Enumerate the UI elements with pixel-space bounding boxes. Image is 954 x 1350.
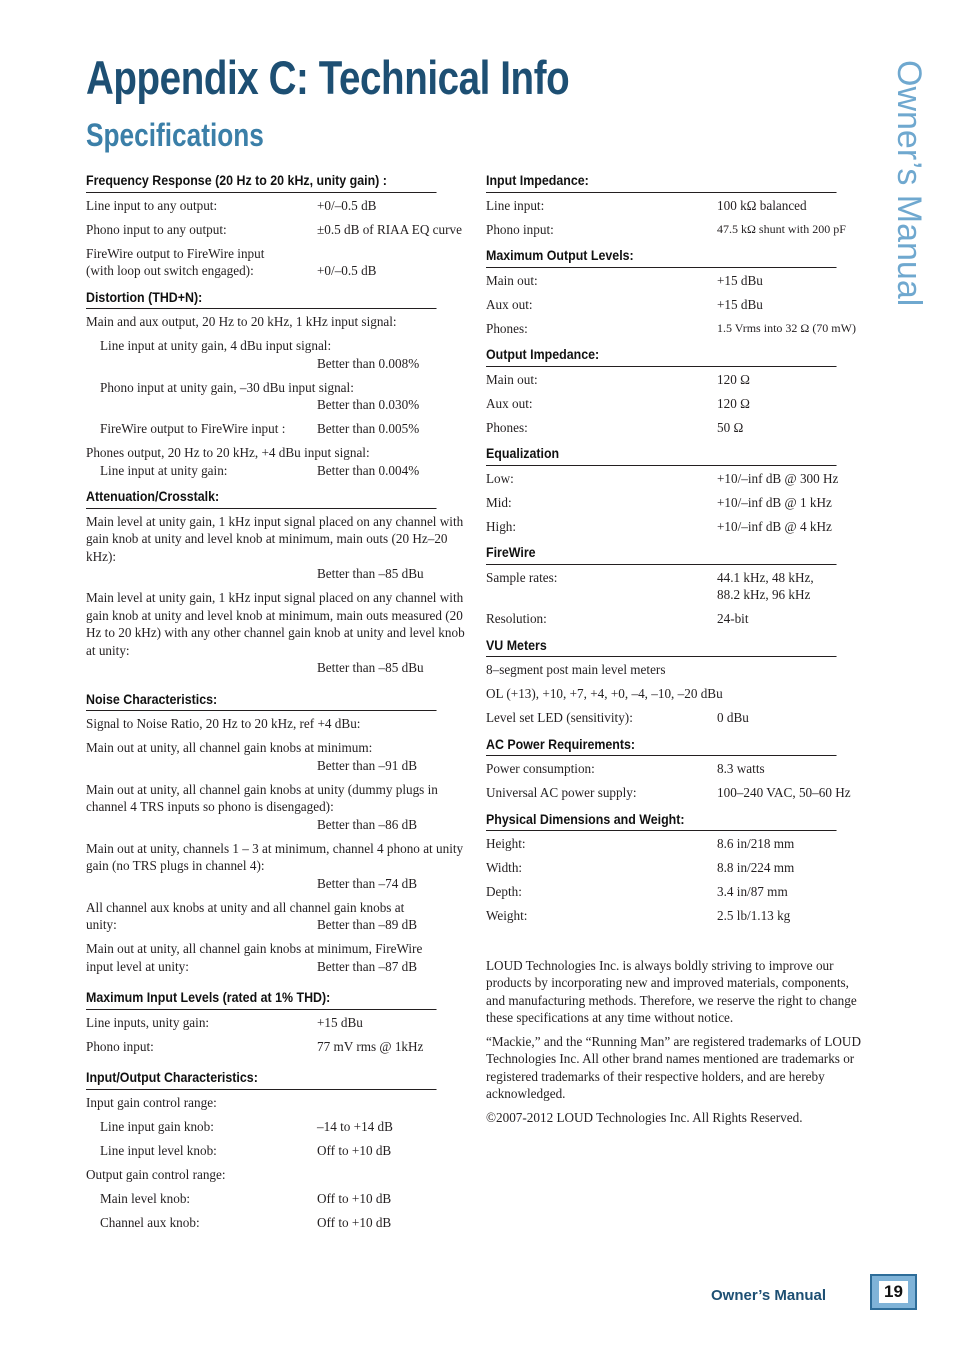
section-heading: Input/Output Characteristics:	[86, 1069, 437, 1090]
spec-text: Main out at unity, all channel gain knobs at minimum:	[86, 740, 373, 755]
section-heading: Physical Dimensions and Weight:	[486, 811, 837, 832]
spec-label: Phono input to any output:	[86, 221, 227, 237]
spec-value: 100–240 VAC, 50–60 Hz	[717, 785, 851, 800]
spec-value: +10/–inf dB @ 4 kHz	[717, 518, 832, 534]
spec-value: +0/–0.5 dB	[317, 263, 377, 278]
spec-row	[86, 1190, 467, 1208]
output-impedance-section	[486, 346, 867, 436]
spec-row	[86, 1038, 467, 1056]
spec-label: Line input to any output:	[86, 197, 218, 213]
spec-row	[86, 1118, 467, 1136]
spec-row	[486, 296, 867, 314]
input-impedance-section	[486, 172, 867, 238]
spec-value: Better than –87 dB	[317, 958, 417, 974]
spec-row	[86, 197, 467, 215]
spec-text	[86, 379, 467, 397]
spec-row	[86, 245, 467, 280]
spec-label: Width:	[486, 860, 523, 875]
spec-row	[486, 610, 867, 628]
spec-value: 3.4 in/87 mm	[717, 884, 788, 899]
side-tab	[880, 60, 928, 330]
footer-label: Owner’s Manual	[711, 1287, 827, 1304]
legal-paragraph: “Mackie,” and the “Running Man” are registered trademarks of LOUD Technologies Inc. All other brand names mentioned are trademarks or registered trademarks of their respective holders, and are hereby acknowledged.	[486, 1033, 861, 1101]
spec-label: FireWire output to FireWire input :	[100, 421, 286, 436]
spec-row	[86, 1142, 467, 1160]
section-heading: Maximum Input Levels (rated at 1% THD):	[86, 989, 437, 1010]
spec-value: 8.6 in/218 mm	[717, 836, 795, 851]
spec-value: Better than –91 dB	[317, 757, 417, 773]
spec-value: +15 dBu	[717, 296, 763, 312]
section-heading: Output Impedance:	[486, 346, 837, 367]
legal-notice	[486, 957, 867, 1127]
spec-label: Line input level knob:	[100, 1142, 217, 1158]
section-heading: Equalization	[486, 445, 837, 466]
spec-row	[486, 907, 867, 925]
spec-row	[486, 835, 867, 853]
ac-power-section	[486, 736, 867, 802]
spec-value: 8.8 in/224 mm	[717, 860, 795, 875]
spec-value: Better than 0.005%	[317, 421, 420, 436]
spec-row	[86, 462, 467, 480]
spec-value: Off to +10 dB	[317, 1214, 392, 1230]
spec-value: 8.3 watts	[717, 761, 765, 776]
max-input-section	[86, 989, 467, 1055]
spec-row	[486, 272, 867, 290]
spec-value: Better than 0.030%	[317, 397, 420, 412]
spec-text: Main out at unity, channels 1 – 3 at minimum, channel 4 phono at unity gain (no TRS plugs in channel 4):	[86, 840, 464, 873]
spec-label: Line inputs, unity gain:	[86, 1014, 210, 1030]
spec-text: Output gain control range:	[86, 1166, 226, 1182]
spec-value: Better than –74 dB	[317, 875, 417, 891]
spec-value: Better than 0.008%	[317, 355, 420, 371]
spec-value: –14 to +14 dB	[317, 1118, 393, 1134]
spec-label: Weight:	[486, 908, 528, 923]
spec-label: unity:	[86, 917, 117, 932]
distortion-section	[86, 289, 467, 480]
spec-label: Phones:	[486, 419, 528, 435]
spec-label: input level at unity:	[86, 958, 189, 974]
spec-value: Off to +10 dB	[317, 1142, 392, 1158]
section-heading: Noise Characteristics:	[86, 691, 437, 712]
spec-label: Main out:	[486, 371, 538, 387]
spec-label: Line input at unity gain, 4 dBu input signal:	[100, 338, 332, 353]
attenuation-section	[86, 488, 467, 677]
spec-value: Better than –86 dB	[317, 816, 417, 832]
spec-row	[486, 419, 867, 437]
spec-label: Line input at unity gain:	[100, 462, 228, 478]
spec-value: 1.5 Vrms into 32 Ω (70 mW)	[717, 320, 856, 335]
spec-row	[86, 916, 467, 934]
spec-value: 44.1 kHz, 48 kHz,	[717, 569, 814, 585]
page-number-box	[870, 1274, 917, 1310]
spec-value: +0/–0.5 dB	[317, 197, 377, 213]
spec-row	[486, 760, 867, 778]
spec-text: Signal to Noise Ratio, 20 Hz to 20 kHz, ref +4 dBu:	[86, 716, 361, 731]
spec-label: Main level knob:	[100, 1190, 191, 1206]
spec-label: Mid:	[486, 494, 512, 510]
spec-text: Input gain control range:	[86, 1094, 217, 1110]
max-output-section	[486, 247, 867, 337]
spec-row	[486, 197, 867, 215]
spec-text: 8–segment post main level meters	[486, 662, 666, 677]
spec-row	[486, 784, 867, 802]
spec-text: All channel aux knobs at unity and all channel gain knobs at	[86, 899, 405, 915]
firewire-section	[486, 544, 867, 628]
page-title: Appendix C: Technical Info	[86, 51, 570, 104]
spec-value: ±0.5 dB of RIAA EQ curve	[317, 221, 462, 237]
spec-label: Phono input:	[86, 1038, 154, 1054]
spec-row	[486, 518, 867, 536]
spec-row	[486, 859, 867, 877]
spec-label: FireWire output to FireWire input	[86, 245, 265, 261]
spec-row	[486, 470, 867, 488]
spec-value: 24-bit	[717, 611, 749, 626]
spec-row	[86, 1214, 467, 1232]
spec-value: 77 mV rms @ 1kHz	[317, 1038, 424, 1054]
spec-label: Low:	[486, 470, 514, 486]
spec-value: 50 Ω	[717, 419, 744, 435]
equalization-section	[486, 445, 867, 535]
spec-row	[486, 709, 867, 727]
spec-row	[486, 569, 867, 604]
noise-section	[86, 691, 467, 976]
spec-label: Level set LED (sensitivity):	[486, 710, 633, 725]
io-section	[86, 1069, 467, 1231]
section-heading: Input Impedance:	[486, 172, 837, 193]
spec-row	[86, 221, 467, 239]
spec-value: Better than –89 dB	[317, 917, 417, 932]
spec-value: 0 dBu	[717, 710, 749, 725]
spec-value: 2.5 lb/1.13 kg	[717, 908, 791, 923]
section-heading: FireWire	[486, 544, 837, 565]
spec-text	[86, 337, 467, 355]
section-title: Specifications	[86, 117, 264, 153]
spec-text: Main level at unity gain, 1 kHz input signal placed on any channel with gain knob at unity and level knob at minimum, main outs (20 Hz–20 kHz):	[86, 513, 464, 564]
dimensions-section	[486, 811, 867, 925]
section-heading: Distortion (THD+N):	[86, 289, 437, 310]
spec-row	[486, 395, 867, 413]
spec-label: Sample rates:	[486, 569, 558, 585]
vu-meters-section	[486, 637, 867, 727]
section-heading: AC Power Requirements:	[486, 736, 837, 757]
section-heading: VU Meters	[486, 637, 837, 658]
section-heading: Frequency Response (20 Hz to 20 kHz, unity gain) :	[86, 172, 437, 193]
spec-text: Main level at unity gain, 1 kHz input signal placed on any channel with gain knob at unity and level knob at minimum, main outs measured (20 Hz to 20 kHz) with any other channel gain knob at unity and level knob at unity:	[86, 590, 465, 658]
spec-row	[86, 1014, 467, 1032]
spec-row	[486, 883, 867, 901]
spec-row	[486, 371, 867, 389]
spec-label: (with loop out switch engaged):	[86, 263, 254, 278]
spec-row	[86, 420, 467, 438]
spec-value: +15 dBu	[317, 1014, 363, 1030]
spec-value: 88.2 kHz, 96 kHz	[717, 587, 811, 602]
spec-row	[86, 958, 467, 976]
spec-label: Power consumption:	[486, 761, 595, 776]
spec-label: Universal AC power supply:	[486, 785, 637, 800]
spec-value: Off to +10 dB	[317, 1190, 392, 1206]
spec-text: Main out at unity, all channel gain knobs at minimum, FireWire	[86, 941, 423, 956]
section-heading: Attenuation/Crosstalk:	[86, 488, 437, 509]
spec-value: +10/–inf dB @ 1 kHz	[717, 494, 832, 510]
spec-text: Main out at unity, all channel gain knobs at unity (dummy plugs in channel 4 TRS inputs so phono is disengaged):	[86, 781, 438, 814]
spec-label: Phono input:	[486, 221, 554, 237]
section-heading: Maximum Output Levels:	[486, 247, 837, 268]
legal-paragraph: LOUD Technologies Inc. is always boldly striving to improve our products by incorporating new and improved materials, components, and manufacturing methods. Therefore, we reserve the right to change these specifications at any time without notice.	[486, 957, 857, 1025]
spec-label: Channel aux knob:	[100, 1214, 200, 1230]
spec-value: +10/–inf dB @ 300 Hz	[717, 470, 839, 486]
spec-value: 120 Ω	[717, 395, 750, 411]
freq-response-section	[86, 172, 467, 280]
spec-value: +15 dBu	[717, 272, 763, 288]
spec-value: 47.5 kΩ shunt with 200 pF	[717, 221, 846, 236]
spec-row	[486, 221, 867, 239]
spec-text: Phones output, 20 Hz to 20 kHz, +4 dBu input signal:	[86, 445, 370, 460]
spec-value: Better than 0.004%	[317, 462, 420, 478]
spec-text: OL (+13), +10, +7, +4, +0, –4, –10, –20 dBu	[486, 686, 723, 701]
spec-label: Phones:	[486, 320, 528, 336]
spec-label: Main out:	[486, 272, 538, 288]
right-column	[486, 172, 867, 1132]
left-column	[86, 172, 467, 1240]
spec-value: 100 kΩ balanced	[717, 197, 807, 213]
spec-row	[486, 494, 867, 512]
copyright: ©2007-2012 LOUD Technologies Inc. All Rights Reserved.	[486, 1109, 803, 1125]
spec-row	[486, 320, 867, 338]
side-tab-label: Owner’s Manual	[890, 60, 928, 307]
spec-label: Resolution:	[486, 611, 547, 626]
spec-text: Main and aux output, 20 Hz to 20 kHz, 1 kHz input signal:	[86, 314, 397, 329]
spec-label: High:	[486, 518, 517, 534]
spec-value: Better than –85 dBu	[317, 566, 424, 581]
spec-label: Line input gain knob:	[100, 1118, 214, 1134]
spec-label: Line input:	[486, 197, 545, 213]
spec-label: Aux out:	[486, 296, 533, 312]
page-number: 19	[879, 1281, 908, 1303]
spec-value: Better than –85 dBu	[317, 660, 424, 675]
spec-label: Aux out:	[486, 395, 533, 411]
spec-label: Depth:	[486, 884, 522, 899]
spec-label: Phono input at unity gain, –30 dBu input signal:	[100, 379, 354, 395]
spec-value: 120 Ω	[717, 371, 750, 387]
spec-label: Height:	[486, 836, 526, 851]
